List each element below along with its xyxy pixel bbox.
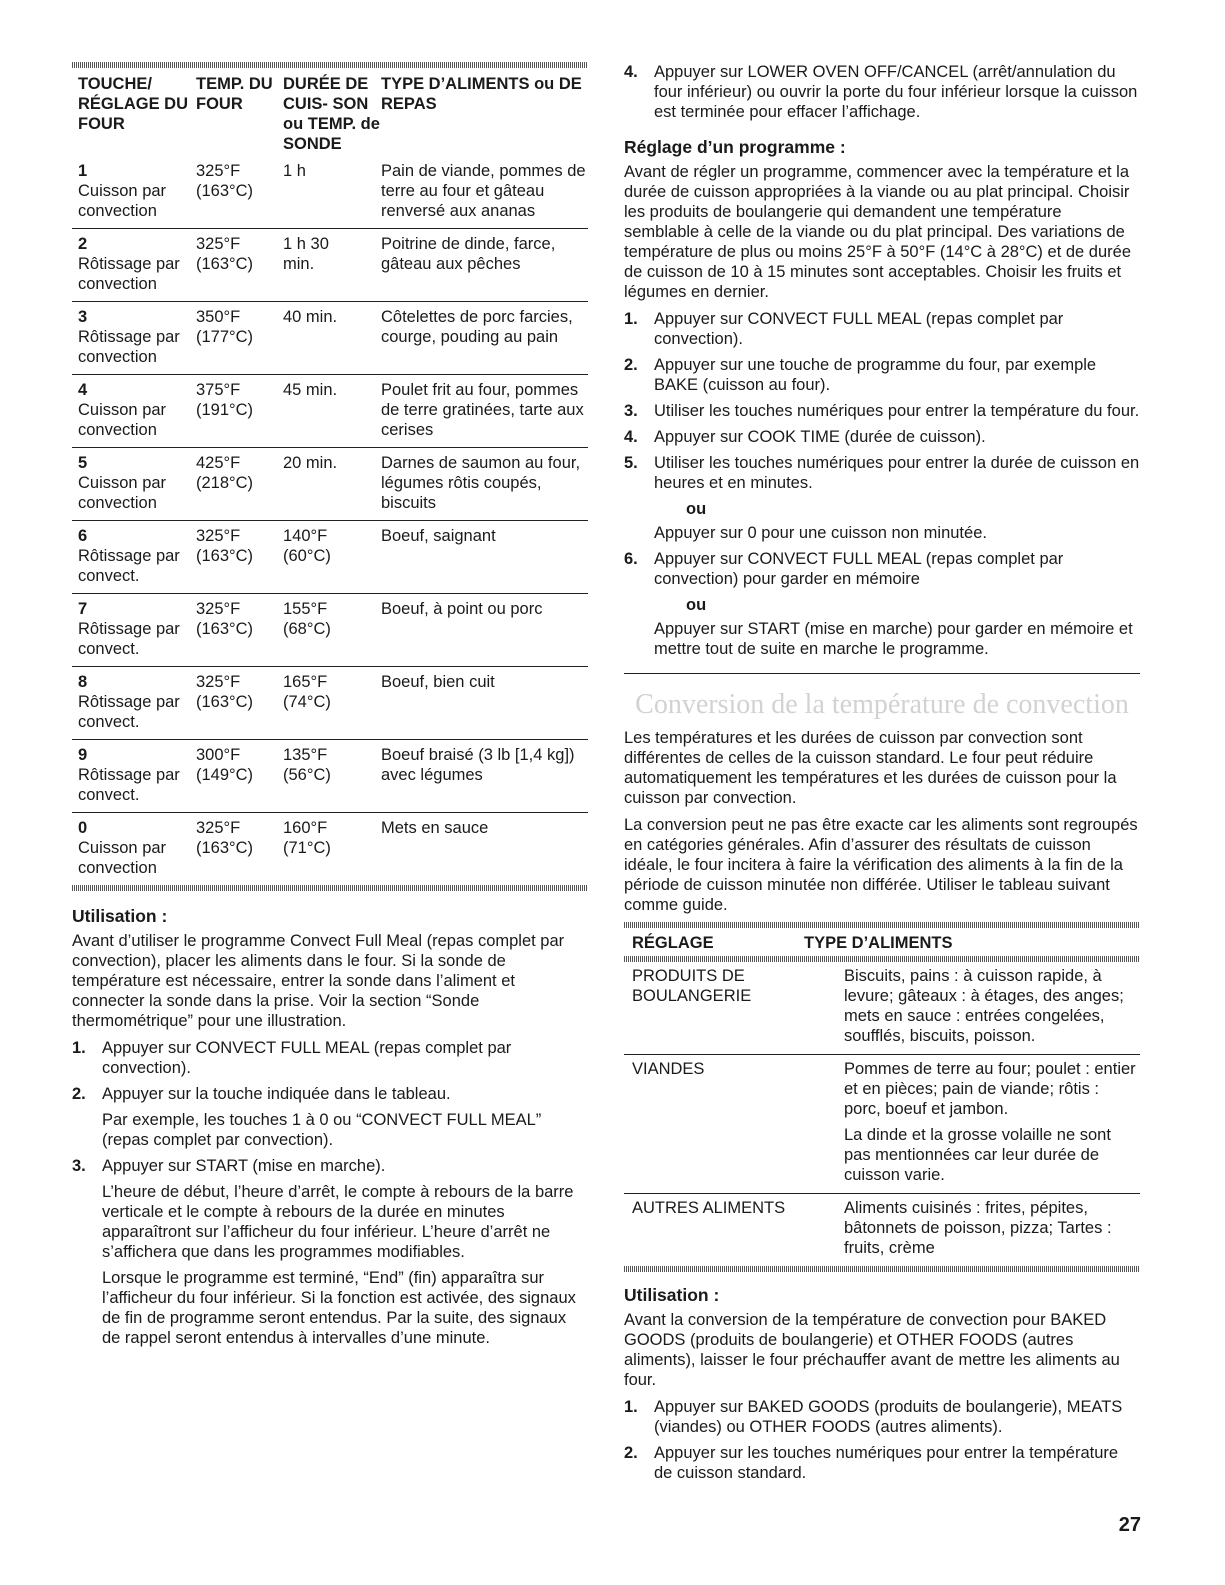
list-item bbox=[624, 355, 1140, 395]
step-detail: Par exemple, les touches 1 à 0 ou “CONVECT FULL MEAL” (repas complet par convection). bbox=[102, 1111, 542, 1149]
step-number: 2. bbox=[72, 1085, 86, 1103]
conv-table-body bbox=[624, 962, 1140, 1266]
duration-line-1: 20 min. bbox=[283, 454, 338, 472]
mode-label: Rôtissage par convect. bbox=[78, 766, 180, 804]
utilisation-intro: Avant d’utiliser le programme Convect Full Meal (repas complet par convection), placer les aliments dans le four. Si la sonde de température est nécessaire, entrer la sonde dans l’aliment et connecter la sonde dans la prise. Voir la section “Sonde thermométrique” pour une illustration. bbox=[72, 932, 565, 1030]
list-item bbox=[624, 309, 1140, 349]
cell-key bbox=[72, 667, 196, 740]
key-label: 8 bbox=[78, 673, 88, 691]
cell-food: Poulet frit au four, pommes de terre gratinées, tarte aux cerises bbox=[381, 375, 588, 448]
mode-label: Cuisson par convection bbox=[78, 839, 167, 877]
or-label: ou bbox=[686, 596, 707, 614]
food-paragraph: La dinde et la grosse volaille ne sont pas mentionnées car leur durée de cuisson varie. bbox=[844, 1126, 1111, 1184]
header-temp: TEMP. DU FOUR bbox=[196, 75, 273, 113]
mode-label: Rôtissage par convect. bbox=[78, 620, 180, 658]
key-label: 0 bbox=[78, 819, 88, 837]
temp-c: (218°C) bbox=[196, 474, 254, 492]
cell-temp bbox=[196, 667, 283, 740]
duration-line-1: 1 h bbox=[283, 162, 306, 180]
duration-line-1: 140°F bbox=[283, 527, 328, 545]
temp-c: (163°C) bbox=[196, 255, 254, 273]
temp-c: (163°C) bbox=[196, 620, 254, 638]
mode-label: Cuisson par convection bbox=[78, 182, 167, 220]
cell-food: Côtelettes de porc farcies, courge, pouding au pain bbox=[381, 302, 588, 375]
cell-food: Darnes de saumon au four, légumes rôtis coupés, biscuits bbox=[381, 448, 588, 521]
cell-key bbox=[72, 229, 196, 302]
mode-label: Cuisson par convection bbox=[78, 401, 167, 439]
table-header-row bbox=[72, 68, 588, 156]
step-text: Appuyer sur une touche de programme du four, par exemple BAKE (cuisson au four). bbox=[654, 356, 1097, 394]
header-setting: RÉGLAGE bbox=[632, 934, 714, 952]
cell-food: Mets en sauce bbox=[381, 819, 489, 837]
table-row bbox=[72, 594, 588, 667]
convect-program-table bbox=[72, 68, 588, 885]
cell-temp bbox=[196, 156, 283, 229]
duration-line-2: (56°C) bbox=[283, 766, 331, 784]
cell-food: Pain de viande, pommes de terre au four et gâteau renversé aux ananas bbox=[381, 156, 588, 229]
cell-food-type bbox=[844, 1194, 1140, 1267]
step-detail: Lorsque le programme est terminé, “End” (fin) apparaîtra sur l’afficheur du four inférieur. Si la fonction est activée, des signaux de fin de programme seront entendus. Par la suite, des signaux de rappel seront entendus à intervalles d’une minute. bbox=[102, 1269, 576, 1347]
reglage-intro: Avant de régler un programme, commencer avec la température et la durée de cuisson appropriées à la viande ou au plat principal. Choisir les produits de boulangerie qui demandent une température semblable à celle de la viande ou du plat principal. Des variations de température de plus ou moins 25°F à 50°F (14°C à 28°C) et de durée de cuisson de 10 à 15 minutes sont acceptables. Choisir les fruits et légumes en dernier. bbox=[624, 163, 1131, 301]
duration-line-2: (68°C) bbox=[283, 620, 331, 638]
utilisation-section-left bbox=[72, 905, 588, 1348]
page-number: 27 bbox=[1118, 1514, 1141, 1536]
cell-food: Boeuf braisé (3 lb [1,4 kg]) avec légumes bbox=[381, 740, 588, 813]
table-row bbox=[624, 1194, 1140, 1267]
temp-f: 325°F bbox=[196, 235, 241, 253]
cell-food: Boeuf, à point ou porc bbox=[381, 594, 588, 667]
step-number: 4. bbox=[624, 428, 638, 446]
table-row bbox=[72, 156, 588, 229]
step-text: Appuyer sur BAKED GOODS (produits de boulangerie), MEATS (viandes) ou OTHER FOODS (autres aliments). bbox=[654, 1398, 1123, 1436]
duration-line-1: 160°F bbox=[283, 819, 328, 837]
cell-duration bbox=[283, 594, 381, 667]
step-text: Appuyer sur les touches numériques pour entrer la température de cuisson standard. bbox=[654, 1444, 1119, 1482]
table-row bbox=[72, 740, 588, 813]
mode-label: Rôtissage par convect. bbox=[78, 547, 180, 585]
temp-f: 325°F bbox=[196, 819, 241, 837]
or-label: ou bbox=[686, 500, 707, 518]
cell-duration bbox=[283, 229, 381, 302]
table-row bbox=[72, 813, 588, 886]
cell-duration bbox=[283, 667, 381, 740]
cell-duration bbox=[283, 521, 381, 594]
table-row bbox=[624, 1055, 1140, 1194]
cell-key bbox=[72, 521, 196, 594]
cell-setting: AUTRES ALIMENTS bbox=[632, 1199, 786, 1217]
section-divider bbox=[624, 673, 1140, 674]
cell-duration bbox=[283, 375, 381, 448]
table-row bbox=[72, 229, 588, 302]
table-row bbox=[72, 667, 588, 740]
food-paragraph: Biscuits, pains : à cuisson rapide, à levure; gâteaux : à étages, des anges; mets en sauce : entrées congelées, soufflés, biscuits, poisson. bbox=[844, 967, 1124, 1045]
step-text: Utiliser les touches numériques pour entrer la durée de cuisson en heures et en minutes. bbox=[654, 454, 1140, 492]
key-label: 5 bbox=[78, 454, 88, 472]
mode-label: Rôtissage par convection bbox=[78, 328, 180, 366]
cell-temp bbox=[196, 448, 283, 521]
cell-food: Boeuf, bien cuit bbox=[381, 667, 588, 740]
utilisation-intro-right: Avant la conversion de la température de convection pour BAKED GOODS (produits de boulangerie) et OTHER FOODS (autres aliments), laisser le four préchauffer avant de mettre les aliments au four. bbox=[624, 1311, 1120, 1389]
reglage-section bbox=[624, 136, 1140, 659]
header-food: TYPE D’ALIMENTS ou DE REPAS bbox=[381, 75, 582, 113]
cell-key bbox=[72, 740, 196, 813]
temp-c: (163°C) bbox=[196, 547, 254, 565]
temp-f: 425°F bbox=[196, 454, 241, 472]
duration-line-1: 1 h 30 bbox=[283, 235, 329, 253]
conv-table-header-row bbox=[624, 928, 1140, 956]
list-item bbox=[624, 1397, 1140, 1437]
step-number: 4. bbox=[624, 63, 638, 81]
cell-temp bbox=[196, 740, 283, 813]
table-bottom-border bbox=[72, 885, 588, 891]
cell-key bbox=[72, 594, 196, 667]
step-number: 3. bbox=[72, 1157, 86, 1175]
step-text: Utiliser les touches numériques pour entrer la température du four. bbox=[654, 402, 1140, 420]
list-item bbox=[624, 1443, 1140, 1483]
list-item bbox=[72, 1156, 588, 1348]
cell-key bbox=[72, 156, 196, 229]
temp-f: 325°F bbox=[196, 527, 241, 545]
key-label: 2 bbox=[78, 235, 88, 253]
cell-temp bbox=[196, 229, 283, 302]
list-item bbox=[624, 401, 1140, 421]
temp-f: 325°F bbox=[196, 673, 241, 691]
step-alternative: Appuyer sur START (mise en marche) pour garder en mémoire et mettre tout de suite en marche le programme. bbox=[654, 620, 1133, 658]
key-label: 4 bbox=[78, 381, 88, 399]
cell-key bbox=[72, 375, 196, 448]
utilisation-section-right bbox=[624, 1284, 1140, 1483]
duration-line-1: 135°F bbox=[283, 746, 328, 764]
mode-label: Rôtissage par convection bbox=[78, 255, 180, 293]
step-text: Appuyer sur CONVECT FULL MEAL (repas complet par convection). bbox=[102, 1039, 512, 1077]
table-body bbox=[72, 156, 588, 885]
cell-duration bbox=[283, 156, 381, 229]
table-row bbox=[72, 448, 588, 521]
list-item bbox=[624, 549, 1140, 659]
table-row bbox=[72, 375, 588, 448]
temp-c: (149°C) bbox=[196, 766, 254, 784]
duration-line-2: (60°C) bbox=[283, 547, 331, 565]
header-duration: DURÉE DE CUIS- SON ou TEMP. de SONDE bbox=[283, 75, 380, 153]
temp-c: (163°C) bbox=[196, 839, 254, 857]
step-number: 5. bbox=[624, 454, 638, 472]
header-key: TOUCHE/ RÉGLAGE DU FOUR bbox=[78, 75, 189, 133]
list-item bbox=[624, 453, 1140, 543]
food-paragraph: Pommes de terre au four; poulet : entier et en pièces; pain de viande; rôtis : porc, boeuf et jambon. bbox=[844, 1060, 1136, 1118]
food-paragraph: Aliments cuisinés : frites, pépites, bâtonnets de poisson, pizza; Tartes : fruits, crème bbox=[844, 1199, 1112, 1257]
step-number: 1. bbox=[624, 310, 638, 328]
duration-line-1: 40 min. bbox=[283, 308, 338, 326]
list-item bbox=[72, 1038, 588, 1078]
conv-table-bottom-border bbox=[624, 1266, 1140, 1272]
cell-temp bbox=[196, 302, 283, 375]
step-number: 6. bbox=[624, 550, 638, 568]
step-number: 2. bbox=[624, 356, 638, 374]
key-label: 7 bbox=[78, 600, 88, 618]
header-food-type: TYPE D’ALIMENTS bbox=[804, 934, 953, 952]
step-detail: L’heure de début, l’heure d’arrêt, le compte à rebours de la barre verticale et le compte à rebours de la durée en minutes apparaîtront sur l’afficheur du four inférieur. L’heure d’arrêt ne s’affichera que dans les programmes modifiables. bbox=[102, 1183, 574, 1261]
conversion-table-body bbox=[624, 962, 1140, 1266]
right-column bbox=[624, 62, 1140, 1489]
left-column bbox=[72, 62, 588, 1354]
reglage-steps bbox=[624, 309, 1140, 659]
cell-duration bbox=[283, 302, 381, 375]
duration-line-2: min. bbox=[283, 255, 315, 273]
conversion-paragraph-2: La conversion peut ne pas être exacte car les aliments sont regroupés en catégories générales. Afin d’assurer des résultats de cuisson idéale, le four incitera à faire la vérification des aliments à la fin de la période de cuisson minutée non différée. Utiliser le tableau suivant comme guide. bbox=[624, 816, 1138, 914]
duration-line-1: 165°F bbox=[283, 673, 328, 691]
temp-f: 350°F bbox=[196, 308, 241, 326]
temp-f: 325°F bbox=[196, 600, 241, 618]
reglage-heading: Réglage d’un programme : bbox=[624, 137, 846, 157]
step-text: Appuyer sur CONVECT FULL MEAL (repas complet par convection). bbox=[654, 310, 1064, 348]
table-row bbox=[624, 962, 1140, 1055]
step-text: Appuyer sur la touche indiquée dans le tableau. bbox=[102, 1085, 451, 1103]
temp-f: 300°F bbox=[196, 746, 241, 764]
cell-food: Boeuf, saignant bbox=[381, 521, 588, 594]
step-text: Appuyer sur START (mise en marche). bbox=[102, 1157, 386, 1175]
cell-temp bbox=[196, 375, 283, 448]
table-row bbox=[72, 521, 588, 594]
step-text: Appuyer sur LOWER OVEN OFF/CANCEL (arrêt/annulation du four inférieur) ou ouvrir la porte du four inférieur lorsque la cuisson est terminée pour effacer l’affichage. bbox=[654, 63, 1138, 121]
cell-temp bbox=[196, 521, 283, 594]
cell-setting: PRODUITS DE BOULANGERIE bbox=[624, 962, 844, 1055]
duration-line-2: (74°C) bbox=[283, 693, 331, 711]
duration-line-1: 45 min. bbox=[283, 381, 338, 399]
cell-key bbox=[72, 813, 196, 886]
step-number: 1. bbox=[72, 1039, 86, 1057]
temp-c: (163°C) bbox=[196, 693, 254, 711]
cell-duration bbox=[283, 813, 381, 886]
step-number: 3. bbox=[624, 402, 638, 420]
step-number: 1. bbox=[624, 1398, 638, 1416]
temp-f: 325°F bbox=[196, 162, 241, 180]
utilisation-heading-right: Utilisation : bbox=[624, 1285, 720, 1305]
list-item bbox=[72, 1084, 588, 1150]
cell-food-type bbox=[844, 962, 1140, 1055]
step-number: 2. bbox=[624, 1444, 638, 1462]
key-label: 9 bbox=[78, 746, 88, 764]
table-row bbox=[72, 302, 588, 375]
cell-temp bbox=[196, 813, 283, 886]
step4-list bbox=[624, 62, 1140, 122]
conversion-paragraph-1: Les températures et les durées de cuisson par convection sont différentes de celles de la cuisson standard. Le four peut réduire automatiquement les températures et les durées de cuisson pour la cuisson par convection. bbox=[624, 729, 1117, 807]
temp-f: 375°F bbox=[196, 381, 241, 399]
cell-setting: VIANDES bbox=[624, 1055, 844, 1194]
duration-line-1: 155°F bbox=[283, 600, 328, 618]
utilisation-steps bbox=[72, 1038, 588, 1348]
conversion-title: Conversion de la température de convection bbox=[635, 689, 1129, 720]
list-item bbox=[624, 62, 1140, 122]
cell-temp bbox=[196, 594, 283, 667]
utilisation-heading: Utilisation : bbox=[72, 906, 168, 926]
step-text: Appuyer sur CONVECT FULL MEAL (repas complet par convection) pour garder en mémoire bbox=[654, 550, 1064, 588]
mode-label: Cuisson par convection bbox=[78, 474, 167, 512]
temp-c: (177°C) bbox=[196, 328, 254, 346]
temp-c: (191°C) bbox=[196, 401, 254, 419]
cell-food: Poitrine de dinde, farce, gâteau aux pêches bbox=[381, 229, 588, 302]
cell-food-type bbox=[844, 1055, 1140, 1194]
step-alternative: Appuyer sur 0 pour une cuisson non minutée. bbox=[654, 524, 987, 542]
cell-duration bbox=[283, 448, 381, 521]
cell-key bbox=[72, 302, 196, 375]
cell-duration bbox=[283, 740, 381, 813]
temp-c: (163°C) bbox=[196, 182, 254, 200]
key-label: 3 bbox=[78, 308, 88, 326]
utilisation-steps-right bbox=[624, 1397, 1140, 1483]
cell-key bbox=[72, 448, 196, 521]
mode-label: Rôtissage par convect. bbox=[78, 693, 180, 731]
key-label: 6 bbox=[78, 527, 88, 545]
key-label: 1 bbox=[78, 162, 88, 180]
step-text: Appuyer sur COOK TIME (durée de cuisson). bbox=[654, 428, 986, 446]
conversion-table bbox=[624, 928, 1140, 956]
duration-line-2: (71°C) bbox=[283, 839, 331, 857]
list-item bbox=[624, 427, 1140, 447]
